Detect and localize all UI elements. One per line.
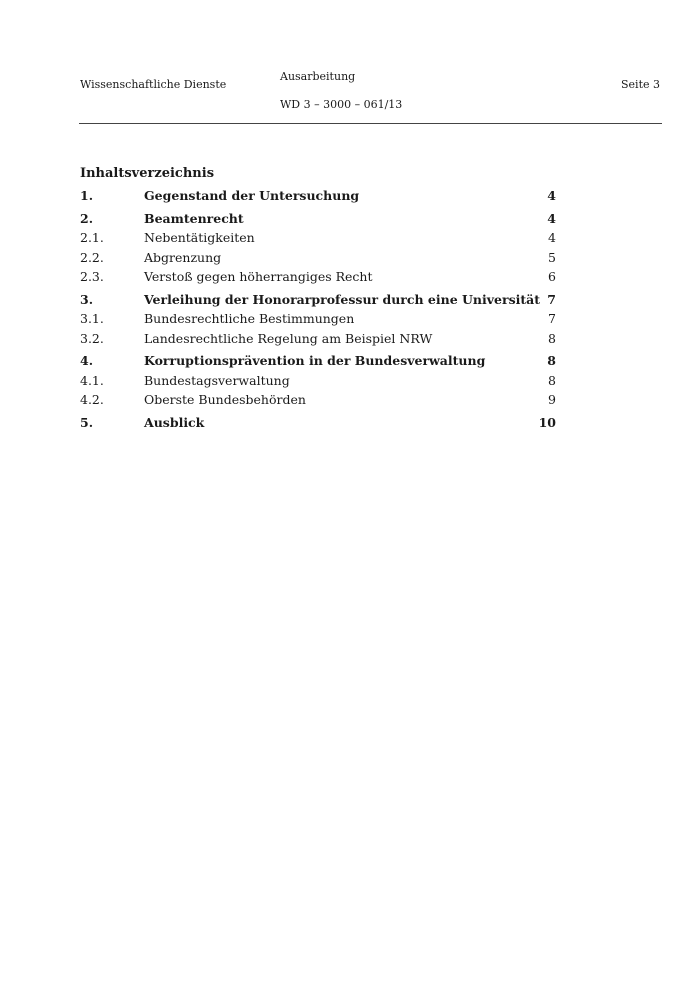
toc-entry-label: Gegenstand der Untersuchung [144, 188, 360, 203]
toc-entry[interactable] [80, 290, 556, 310]
toc-entry[interactable] [80, 351, 556, 371]
toc-entry-page: 9 [548, 392, 556, 407]
toc-entry-number: 4.2. [80, 392, 104, 407]
toc-entry-number: 3.1. [80, 311, 104, 326]
header-department: Wissenschaftliche Dienste [80, 78, 227, 91]
toc-entry-page: 10 [538, 414, 556, 430]
toc-entry-label: Verstoß gegen höherrangiges Recht [144, 269, 373, 284]
header-page-number: Seite 3 [621, 78, 660, 91]
toc-entry[interactable] [80, 248, 556, 268]
toc-entry-label: Ausblick [144, 414, 205, 430]
toc-entry-label: Nebentätigkeiten [144, 230, 255, 245]
header-reference: WD 3 – 3000 – 061/13 [280, 98, 403, 111]
toc-entry[interactable] [80, 267, 556, 287]
toc-entry-number: 4. [80, 353, 94, 368]
toc-entry-page: 6 [548, 269, 556, 284]
toc-entry-number: 2. [80, 210, 94, 226]
header-document-info [280, 71, 402, 110]
toc-entry[interactable] [80, 186, 556, 206]
toc-entry-label: Oberste Bundesbehörden [144, 392, 306, 407]
toc-entry[interactable] [80, 413, 556, 433]
header-divider [79, 123, 662, 124]
toc-entry[interactable] [80, 390, 556, 410]
toc-entry-page: 4 [547, 188, 556, 203]
toc-entry-page: 4 [547, 210, 556, 226]
toc-entry-label: Abgrenzung [144, 249, 222, 265]
toc-entry-number: 2.2. [80, 249, 104, 265]
toc-entry-label: Korruptionsprävention in der Bundesverwaltung [144, 353, 486, 368]
toc-entry-label: Beamtenrecht [144, 210, 244, 226]
toc-entry[interactable] [80, 228, 556, 248]
toc-entry[interactable] [80, 371, 556, 391]
toc-entry-page: 7 [548, 311, 556, 326]
toc-entry-number: 3. [80, 291, 94, 307]
toc-entry-label: Verleihung der Honorarprofessur durch eine Universität [144, 291, 540, 307]
toc-entry[interactable] [80, 309, 556, 329]
toc-entry-page: 5 [548, 249, 556, 265]
toc-entry-page: 7 [547, 291, 556, 307]
toc-entry-page: 8 [548, 372, 556, 388]
toc-title: Inhaltsverzeichnis [80, 166, 215, 181]
toc-entry-page: 8 [548, 330, 556, 346]
toc-entry-number: 4.1. [80, 372, 104, 388]
toc-entry-number: 2.3. [80, 269, 104, 284]
header-doc-type: Ausarbeitung [280, 70, 356, 83]
toc-entry-number: 2.1. [80, 230, 104, 245]
table-of-contents [80, 164, 556, 432]
toc-entry-page: 4 [548, 230, 556, 245]
toc-entry-label: Bundestagsverwaltung [144, 372, 290, 388]
toc-entry-label: Bundesrechtliche Bestimmungen [144, 311, 355, 326]
toc-entry-number: 3.2. [80, 330, 104, 346]
toc-entry-label: Landesrechtliche Regelung am Beispiel NRW [144, 330, 433, 346]
toc-entry-page: 8 [547, 353, 556, 368]
toc-entry[interactable] [80, 329, 556, 349]
toc-entry-number: 5. [80, 414, 94, 430]
toc-entry[interactable] [80, 209, 556, 229]
toc-entry-number: 1. [80, 188, 94, 203]
